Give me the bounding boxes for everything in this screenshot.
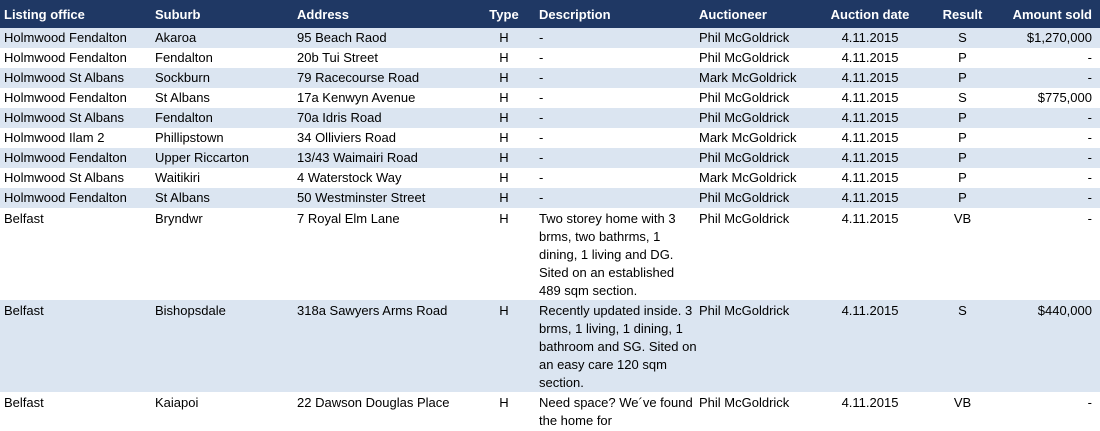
table-row (0, 148, 1100, 168)
cell-auctioneer: Mark McGoldrick (699, 170, 797, 185)
cell-type: H (499, 150, 509, 165)
cell-listing-office: Holmwood Fendalton (4, 190, 127, 205)
cell-address: 79 Racecourse Road (297, 70, 420, 85)
cell-result: P (958, 70, 967, 85)
cell-amount-sold: - (1087, 170, 1092, 185)
column-header-description: Description (539, 6, 611, 22)
cell-address: 95 Beach Raod (297, 30, 387, 45)
cell-listing-office: Holmwood Fendalton (4, 50, 127, 65)
cell-auctioneer: Phil McGoldrick (699, 30, 790, 45)
cell-type: H (499, 70, 509, 85)
cell-amount-sold: - (1087, 150, 1092, 165)
cell-auction-date: 4.11.2015 (841, 50, 899, 65)
cell-listing-office: Holmwood St Albans (4, 170, 124, 185)
table-row (0, 88, 1100, 108)
cell-result: P (958, 150, 967, 165)
cell-amount-sold: $440,000 (1037, 303, 1092, 318)
column-header-type: Type (489, 6, 519, 22)
cell-description: - (539, 130, 544, 145)
cell-type: H (499, 190, 509, 205)
cell-amount-sold: $1,270,000 (1026, 30, 1092, 45)
cell-address: 318a Sawyers Arms Road (297, 303, 448, 318)
cell-auction-date: 4.11.2015 (841, 110, 899, 125)
cell-auction-date: 4.11.2015 (841, 190, 899, 205)
cell-suburb: St Albans (155, 190, 210, 205)
cell-amount-sold: - (1087, 130, 1092, 145)
cell-auction-date: 4.11.2015 (841, 211, 899, 226)
cell-suburb: Bishopsdale (155, 303, 226, 318)
cell-result: S (958, 303, 967, 318)
cell-type: H (499, 90, 509, 105)
cell-auctioneer: Phil McGoldrick (699, 90, 790, 105)
column-header-result: Result (942, 6, 983, 22)
cell-amount-sold: $775,000 (1037, 90, 1092, 105)
cell-description: - (539, 190, 544, 205)
cell-suburb: Fendalton (155, 110, 213, 125)
cell-type: H (499, 303, 509, 318)
column-header-address: Address (297, 6, 350, 22)
cell-listing-office: Holmwood Fendalton (4, 90, 127, 105)
column-header-listing-office: Listing office (4, 6, 85, 22)
cell-listing-office: Holmwood Fendalton (4, 30, 127, 45)
cell-amount-sold: - (1087, 110, 1092, 125)
header-row (0, 0, 1100, 28)
table-row (0, 128, 1100, 148)
cell-description (535, 300, 695, 392)
cell-address: 22 Dawson Douglas Place (297, 395, 450, 410)
cell-result: S (958, 90, 967, 105)
cell-auctioneer: Mark McGoldrick (699, 130, 797, 145)
cell-auctioneer: Phil McGoldrick (699, 211, 790, 226)
cell-result: P (958, 170, 967, 185)
cell-result: VB (953, 211, 972, 226)
cell-auction-date: 4.11.2015 (841, 150, 899, 165)
table-row (0, 300, 1100, 392)
cell-amount-sold: - (1087, 190, 1092, 205)
cell-auction-date: 4.11.2015 (841, 70, 899, 85)
cell-result: S (958, 30, 967, 45)
table-row (0, 168, 1100, 188)
cell-auction-date: 4.11.2015 (841, 395, 899, 410)
cell-result: P (958, 50, 967, 65)
table-row (0, 392, 1100, 430)
cell-address: 50 Westminster Street (297, 190, 426, 205)
cell-auctioneer: Phil McGoldrick (699, 303, 790, 318)
cell-type: H (499, 110, 509, 125)
cell-auctioneer: Phil McGoldrick (699, 50, 790, 65)
table-row (0, 48, 1100, 68)
cell-auction-date: 4.11.2015 (841, 170, 899, 185)
table-row (0, 188, 1100, 208)
cell-type: H (499, 170, 509, 185)
cell-description: - (539, 170, 544, 185)
cell-auctioneer: Phil McGoldrick (699, 190, 790, 205)
cell-auctioneer: Mark McGoldrick (699, 70, 797, 85)
cell-description: - (539, 70, 544, 85)
cell-type: H (499, 50, 509, 65)
column-header-suburb: Suburb (155, 6, 201, 22)
cell-suburb: Waitikiri (155, 170, 201, 185)
cell-listing-office: Holmwood St Albans (4, 70, 124, 85)
cell-description (535, 392, 695, 430)
cell-description: - (539, 150, 544, 165)
cell-suburb: Akaroa (155, 30, 197, 45)
cell-address: 13/43 Waimairi Road (297, 150, 418, 165)
cell-amount-sold: - (1087, 211, 1092, 226)
table-body (0, 28, 1100, 430)
cell-auctioneer: Phil McGoldrick (699, 150, 790, 165)
table-header (0, 0, 1100, 28)
cell-listing-office: Belfast (4, 211, 44, 226)
column-header-auctioneer: Auctioneer (699, 6, 767, 22)
cell-description (535, 208, 695, 300)
cell-suburb: Phillipstown (155, 130, 224, 145)
cell-auction-date: 4.11.2015 (841, 303, 899, 318)
cell-description: - (539, 110, 544, 125)
cell-suburb: Fendalton (155, 50, 213, 65)
description-text: Recently updated inside. 3 brms, 1 living, 1 dining, 1 bathroom and SG. Sited on an easy care 120 sqm section. (539, 303, 697, 390)
cell-suburb: Sockburn (155, 70, 210, 85)
description-text: Two storey home with 3 brms, two bathrms, 1 dining, 1 living and DG. Sited on an established 489 sqm section. (539, 211, 676, 298)
cell-auction-date: 4.11.2015 (841, 130, 899, 145)
cell-auctioneer: Phil McGoldrick (699, 110, 790, 125)
cell-suburb: Bryndwr (155, 211, 203, 226)
cell-listing-office: Holmwood Fendalton (4, 150, 127, 165)
cell-description: - (539, 90, 544, 105)
cell-listing-office: Holmwood St Albans (4, 110, 124, 125)
cell-amount-sold: - (1087, 70, 1092, 85)
cell-address: 7 Royal Elm Lane (297, 211, 400, 226)
table-row (0, 28, 1100, 48)
cell-result: P (958, 130, 967, 145)
cell-amount-sold: - (1087, 395, 1092, 410)
cell-listing-office: Belfast (4, 303, 44, 318)
cell-amount-sold: - (1087, 50, 1092, 65)
description-text: Need space? We´ve found the home for (539, 395, 693, 428)
cell-listing-office: Belfast (4, 395, 44, 410)
cell-address: 17a Kenwyn Avenue (297, 90, 416, 105)
cell-address: 4 Waterstock Way (297, 170, 402, 185)
cell-type: H (499, 130, 509, 145)
cell-suburb: Upper Riccarton (155, 150, 249, 165)
cell-type: H (499, 211, 509, 226)
cell-auctioneer: Phil McGoldrick (699, 395, 790, 410)
cell-address: 34 Olliviers Road (297, 130, 396, 145)
cell-address: 70a Idris Road (297, 110, 382, 125)
cell-result: P (958, 190, 967, 205)
cell-description: - (539, 50, 544, 65)
cell-description: - (539, 30, 544, 45)
table-row (0, 208, 1100, 300)
table-row (0, 108, 1100, 128)
column-header-amount-sold: Amount sold (1012, 6, 1092, 22)
cell-type: H (499, 30, 509, 45)
cell-type: H (499, 395, 509, 410)
column-header-auction-date: Auction date (830, 6, 910, 22)
table-row (0, 68, 1100, 88)
cell-auction-date: 4.11.2015 (841, 90, 899, 105)
cell-suburb: St Albans (155, 90, 210, 105)
cell-result: P (958, 110, 967, 125)
cell-suburb: Kaiapoi (155, 395, 199, 410)
cell-address: 20b Tui Street (297, 50, 378, 65)
cell-result: VB (953, 395, 972, 410)
cell-listing-office: Holmwood Ilam 2 (4, 130, 105, 145)
cell-auction-date: 4.11.2015 (841, 30, 899, 45)
